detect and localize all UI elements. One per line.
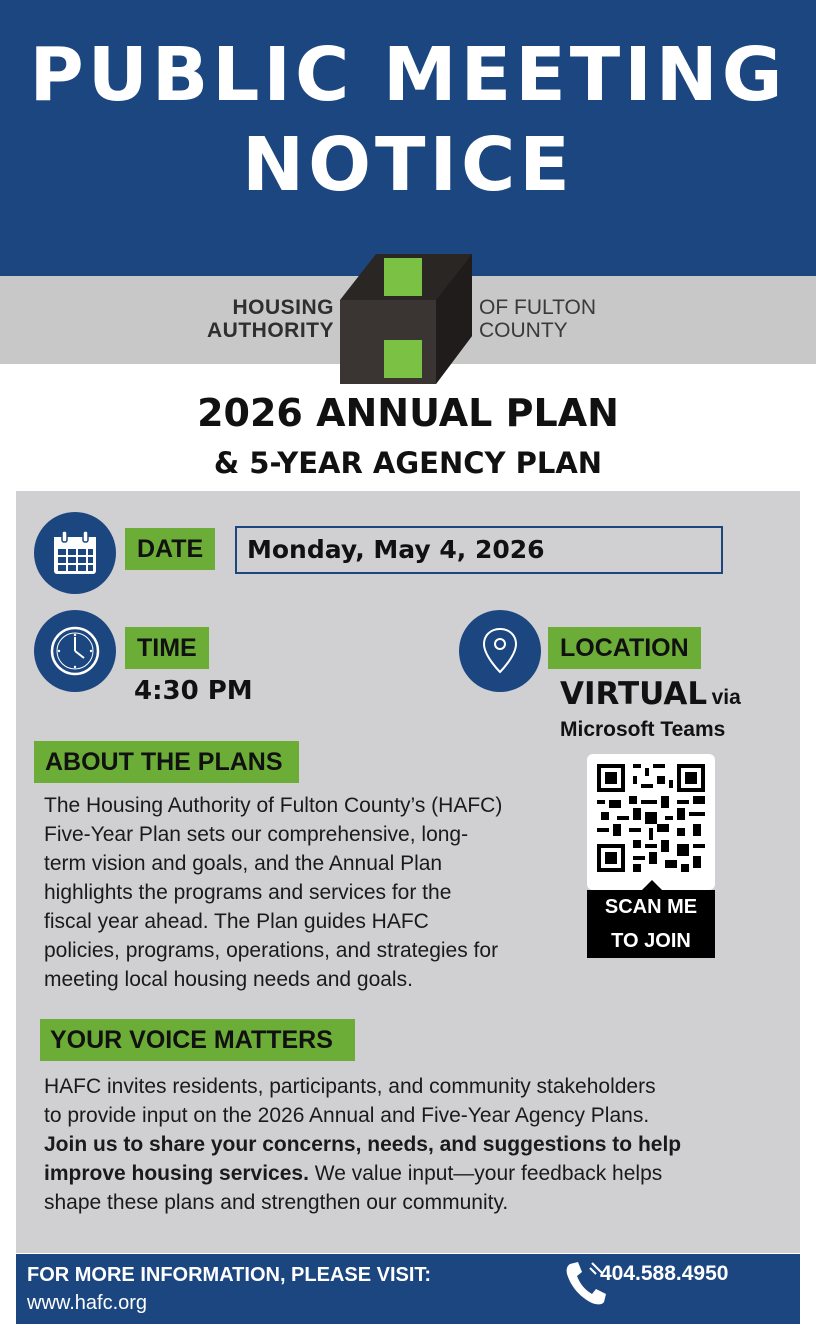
page-title	[0, 30, 816, 210]
location-circle	[459, 610, 541, 692]
qr-caption	[587, 890, 715, 958]
plan-title: 2026 ANNUAL PLAN	[197, 391, 619, 435]
about-line: The Housing Authority of Fulton County’s (HAFC)	[44, 794, 503, 817]
qr-caption-line-2: TO JOIN	[611, 930, 691, 952]
title-line-2: NOTICE	[242, 122, 574, 208]
about-line: meeting local housing needs and goals.	[44, 968, 413, 991]
hafc-logo-mark-icon	[340, 254, 472, 384]
about-line: fiscal year ahead. The Plan guides HAFC	[44, 910, 429, 933]
qr-caption-line-1: SCAN ME	[604, 896, 698, 918]
about-line: Five-Year Plan sets our comprehensive, long-	[44, 823, 469, 846]
voice-line: HAFC invites residents, participants, and community stakeholders	[44, 1075, 656, 1098]
clock-icon	[49, 625, 101, 677]
time-label: TIME	[125, 627, 209, 669]
about-line: highlights the programs and services for the	[44, 881, 452, 904]
location-platform: Microsoft Teams	[560, 718, 726, 741]
footer-url-link[interactable]: www.hafc.org	[27, 1292, 148, 1314]
voice-regular-span: We value input—your feedback helps	[308, 1162, 663, 1185]
date-label: DATE	[125, 528, 215, 570]
calendar-circle	[34, 512, 116, 594]
voice-line: shape these plans and strengthen our community.	[44, 1191, 509, 1214]
voice-body	[44, 1072, 784, 1217]
qr-background	[587, 754, 715, 890]
voice-line-bold: Join us to share your concerns, needs, and suggestions to help	[44, 1133, 682, 1156]
plan-subtitle: & 5-YEAR AGENCY PLAN	[213, 446, 603, 480]
logo-text-left	[207, 296, 334, 342]
time-value: 4:30 PM	[134, 676, 253, 706]
location-via: via	[711, 686, 741, 709]
location-label: LOCATION	[548, 627, 701, 669]
footer	[16, 1254, 800, 1324]
voice-line-mixed	[44, 1159, 784, 1188]
title-line-1: PUBLIC MEETING	[29, 32, 787, 118]
footer-phone[interactable]: 404.588.4950	[600, 1262, 729, 1285]
voice-bold-span: improve housing services.	[44, 1162, 309, 1185]
voice-line: to provide input on the 2026 Annual and Five-Year Agency Plans.	[44, 1104, 650, 1127]
voice-heading: YOUR VOICE MATTERS	[40, 1019, 355, 1061]
clock-circle	[34, 610, 116, 692]
about-line: policies, programs, operations, and strategies for	[44, 939, 499, 962]
map-pin-icon	[480, 626, 520, 676]
qr-card[interactable]	[587, 754, 715, 958]
about-heading: ABOUT THE PLANS	[34, 741, 299, 783]
location-value	[560, 676, 741, 712]
logo-text-right	[479, 296, 596, 342]
location-main: VIRTUAL	[560, 676, 708, 712]
logo-right-line-2: COUNTY	[479, 319, 568, 342]
qr-code-icon[interactable]	[597, 764, 705, 872]
logo-left-line-1: HOUSING	[232, 296, 334, 319]
header-banner	[0, 0, 816, 276]
logo-right-line-1: OF FULTON	[479, 296, 597, 319]
calendar-icon	[52, 530, 98, 576]
date-value: Monday, May 4, 2026	[235, 526, 723, 574]
logo-left-line-2: AUTHORITY	[207, 319, 334, 342]
about-line: term vision and goals, and the Annual Plan	[44, 852, 443, 875]
footer-label: FOR MORE INFORMATION, PLEASE VISIT:	[27, 1264, 432, 1286]
about-body	[44, 791, 574, 994]
qr-notch	[642, 880, 662, 890]
